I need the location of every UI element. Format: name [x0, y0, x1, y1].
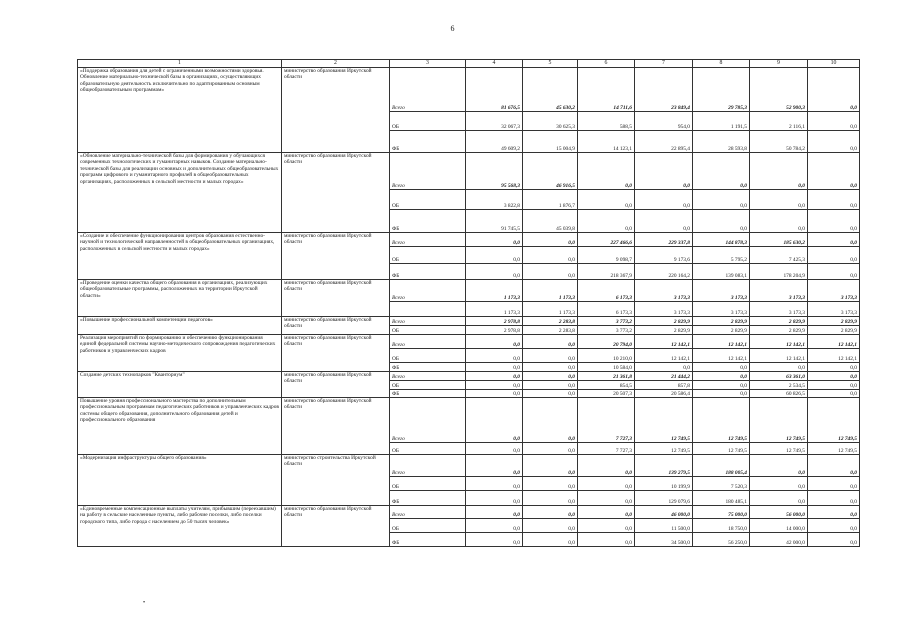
amount-cell: 0,0: [750, 491, 808, 506]
amount-cell: 0,0: [466, 398, 523, 443]
amount-cell: 0,0: [523, 349, 578, 363]
amount-cell: 1 173,3: [523, 280, 578, 302]
column-number-cell: 8: [693, 60, 750, 68]
column-number-cell: 2: [282, 60, 390, 68]
amount-cell: 2 829,9: [808, 326, 860, 335]
amount-cell: 14 000,0: [750, 519, 808, 533]
table-row-total: [78, 335, 860, 349]
amount-cell: 0,0: [808, 131, 860, 153]
amount-cell: 12 749,5: [750, 443, 808, 455]
amount-cell: 0,0: [693, 372, 750, 381]
footer-mark: •: [143, 600, 146, 606]
amount-cell: 2 978,8: [466, 317, 523, 326]
table-row-total: [78, 372, 860, 381]
amount-cell: 56 000,0: [750, 506, 808, 519]
executor-cell: министерство образования Иркутской области: [282, 506, 390, 547]
amount-cell: 56 250,0: [693, 533, 750, 547]
measure-name-cell: Реализация мероприятий по формированию и обеспечению функционирования единой федеральной системы научно-методического сопровождения педагогических работников и управленческих кадров: [78, 335, 282, 372]
funding-source-cell: ОБ: [390, 112, 466, 131]
amount-cell: 0,0: [808, 381, 860, 390]
amount-cell: 0,0: [523, 381, 578, 390]
amount-cell: 0,0: [808, 390, 860, 398]
table-row-total: [78, 280, 860, 302]
amount-cell: 21 361,8: [578, 372, 635, 381]
amount-cell: 0,0: [808, 112, 860, 131]
funding-source-cell: ФБ: [390, 363, 466, 372]
amount-cell: 0,0: [635, 210, 693, 233]
funding-source-cell: Всего: [390, 335, 466, 349]
amount-cell: 0,0: [523, 477, 578, 491]
funding-source-cell: Всего: [390, 68, 466, 112]
amount-cell: 1 173,3: [523, 302, 578, 317]
funding-source-cell: ОБ: [390, 477, 466, 491]
funding-source-cell: ОБ: [390, 349, 466, 363]
amount-cell: 0,0: [808, 68, 860, 112]
measure-name-cell: «Модернизация инфраструктуры общего образования»: [78, 455, 282, 506]
amount-cell: 10 199,9: [635, 477, 693, 491]
amount-cell: 2 534,5: [750, 381, 808, 390]
amount-cell: 12 142,1: [635, 349, 693, 363]
amount-cell: 188 005,4: [693, 455, 750, 477]
measure-name-cell: «Повышение профессиональной компетенции педагогов»: [78, 317, 282, 335]
amount-cell: 52 900,3: [750, 68, 808, 112]
column-number-cell: 7: [635, 60, 693, 68]
amount-cell: 3 773,2: [578, 317, 635, 326]
amount-cell: 0,0: [523, 443, 578, 455]
amount-cell: 7 425,3: [750, 247, 808, 264]
amount-cell: 0,0: [808, 372, 860, 381]
amount-cell: 3 173,3: [635, 280, 693, 302]
funding-source-cell: ФБ: [390, 131, 466, 153]
amount-cell: 3 822,8: [466, 190, 523, 210]
amount-cell: 0,0: [750, 477, 808, 491]
amount-cell: 12 749,5: [635, 398, 693, 443]
amount-cell: 0,0: [466, 363, 523, 372]
amount-cell: 1 173,3: [466, 302, 523, 317]
amount-cell: 2 829,9: [750, 317, 808, 326]
executor-cell: министерство образования Иркутской области: [282, 233, 390, 280]
funding-source-cell: [390, 302, 466, 317]
amount-cell: 45 630,2: [523, 68, 578, 112]
amount-cell: 0,0: [523, 455, 578, 477]
amount-cell: 0,0: [523, 390, 578, 398]
amount-cell: 0,0: [693, 210, 750, 233]
executor-cell: министерство образования Иркутской области: [282, 153, 390, 233]
amount-cell: 2 829,9: [635, 326, 693, 335]
amount-cell: 139 083,1: [693, 264, 750, 280]
amount-cell: 7 727,3: [578, 398, 635, 443]
amount-cell: 0,0: [523, 363, 578, 372]
executor-cell: министерство образования Иркутской области: [282, 398, 390, 455]
amount-cell: 20 794,0: [578, 335, 635, 349]
amount-cell: 0,0: [466, 349, 523, 363]
amount-cell: 0,0: [750, 190, 808, 210]
amount-cell: 0,0: [466, 506, 523, 519]
funding-source-cell: Всего: [390, 372, 466, 381]
amount-cell: 9 098,7: [578, 247, 635, 264]
amount-cell: 3 173,3: [693, 280, 750, 302]
amount-cell: 1 876,7: [523, 190, 578, 210]
amount-cell: 0,0: [693, 363, 750, 372]
measure-name-cell: Создание детских технопарков "Кванториум": [78, 372, 282, 398]
amount-cell: 0,0: [466, 455, 523, 477]
amount-cell: 2 829,9: [693, 326, 750, 335]
executor-cell: министерство образования Иркутской области: [282, 317, 390, 335]
amount-cell: 180 485,1: [693, 491, 750, 506]
amount-cell: 0,0: [466, 264, 523, 280]
amount-cell: 220 164,2: [635, 264, 693, 280]
amount-cell: 0,0: [523, 533, 578, 547]
amount-cell: 12 142,1: [693, 335, 750, 349]
table-row-total: [78, 506, 860, 519]
column-number-cell: 5: [523, 60, 578, 68]
amount-cell: 9 173,6: [635, 247, 693, 264]
executor-cell: министерство строительства Иркутской области: [282, 455, 390, 506]
amount-cell: 20 586,4: [635, 390, 693, 398]
amount-cell: 12 142,1: [693, 349, 750, 363]
measure-name-cell: «Проведение оценки качества общего образования в организациях, реализующих общеобразовательные программы, расположенных на территории Иркутской области»: [78, 280, 282, 317]
measure-name-cell: «Единовременные компенсационные выплаты учителям, прибывшим (переехавшим) на работу в сельские населенные пункты, либо рабочие поселки, либо поселки городского типа, либо города с населением до 50 тысяч человек»: [78, 506, 282, 547]
amount-cell: 0,0: [578, 153, 635, 190]
amount-cell: 229 337,8: [635, 233, 693, 247]
amount-cell: 12 142,1: [808, 335, 860, 349]
funding-source-cell: ОБ: [390, 190, 466, 210]
amount-cell: 0,0: [578, 477, 635, 491]
amount-cell: 30 625,3: [523, 112, 578, 131]
amount-cell: 588,5: [578, 112, 635, 131]
amount-cell: 0,0: [523, 506, 578, 519]
amount-cell: 129 079,6: [635, 491, 693, 506]
amount-cell: 178 204,9: [750, 264, 808, 280]
column-number-cell: 9: [750, 60, 808, 68]
amount-cell: 42 000,0: [750, 533, 808, 547]
amount-cell: 0,0: [635, 363, 693, 372]
funding-source-cell: ОБ: [390, 247, 466, 264]
amount-cell: 81 676,5: [466, 68, 523, 112]
amount-cell: 1 191,5: [693, 112, 750, 131]
amount-cell: 3 173,3: [750, 302, 808, 317]
amount-cell: 0,0: [693, 153, 750, 190]
amount-cell: 12 749,5: [750, 398, 808, 443]
amount-cell: 0,0: [466, 390, 523, 398]
funding-source-cell: Всего: [390, 506, 466, 519]
amount-cell: 0,0: [523, 335, 578, 349]
amount-cell: 0,0: [578, 519, 635, 533]
amount-cell: 0,0: [466, 372, 523, 381]
amount-cell: 3 173,3: [808, 302, 860, 317]
amount-cell: 12 142,1: [635, 335, 693, 349]
column-number-header: [78, 60, 860, 68]
amount-cell: 10 584,0: [578, 363, 635, 372]
amount-cell: 3 173,3: [808, 280, 860, 302]
amount-cell: 0,0: [578, 210, 635, 233]
funding-source-cell: ОБ: [390, 443, 466, 455]
funding-source-cell: Всего: [390, 280, 466, 302]
funding-source-cell: ОБ: [390, 381, 466, 390]
amount-cell: 12 142,1: [750, 335, 808, 349]
amount-cell: 12 749,5: [635, 443, 693, 455]
amount-cell: 0,0: [808, 491, 860, 506]
amount-cell: 34 500,0: [635, 533, 693, 547]
amount-cell: 0,0: [808, 210, 860, 233]
executor-cell: министерство образования Иркутской области: [282, 280, 390, 317]
amount-cell: 0,0: [808, 477, 860, 491]
table-row-total: [78, 153, 860, 190]
measure-name-cell: «Создание и обеспечение функционирования центров образования естественно-научной и технологической направленностей в общеобразовательных организациях, расположенных в сельской местности и малых городах»: [78, 233, 282, 280]
amount-cell: 2 829,9: [750, 326, 808, 335]
amount-cell: 0,0: [808, 190, 860, 210]
amount-cell: 0,0: [635, 153, 693, 190]
amount-cell: 46 000,0: [635, 506, 693, 519]
amount-cell: 0,0: [523, 233, 578, 247]
amount-cell: 0,0: [523, 398, 578, 443]
amount-cell: 0,0: [466, 247, 523, 264]
amount-cell: 32 067,3: [466, 112, 523, 131]
amount-cell: 2 829,9: [808, 317, 860, 326]
amount-cell: 12 749,5: [693, 398, 750, 443]
amount-cell: 0,0: [523, 247, 578, 264]
amount-cell: 20 507,3: [578, 390, 635, 398]
amount-cell: 0,0: [750, 363, 808, 372]
column-number-cell: 10: [808, 60, 860, 68]
amount-cell: 0,0: [750, 210, 808, 233]
amount-cell: 0,0: [578, 506, 635, 519]
amount-cell: 10 210,0: [578, 349, 635, 363]
page-number: 6: [450, 24, 455, 33]
amount-cell: 0,0: [466, 381, 523, 390]
amount-cell: 0,0: [466, 519, 523, 533]
amount-cell: 0,0: [523, 372, 578, 381]
amount-cell: 0,0: [808, 455, 860, 477]
amount-cell: 857,8: [635, 381, 693, 390]
table-row-total: [78, 68, 860, 112]
amount-cell: 28 593,8: [693, 131, 750, 153]
amount-cell: 0,0: [750, 455, 808, 477]
amount-cell: 14 711,6: [578, 68, 635, 112]
amount-cell: 0,0: [808, 533, 860, 547]
table-row-total: [78, 233, 860, 247]
amount-cell: 0,0: [466, 533, 523, 547]
amount-cell: 0,0: [635, 190, 693, 210]
amount-cell: 63 361,0: [750, 372, 808, 381]
column-number-cell: 1: [78, 60, 282, 68]
amount-cell: 2 978,8: [466, 326, 523, 335]
amount-cell: 95 568,3: [466, 153, 523, 190]
amount-cell: 6 173,3: [578, 302, 635, 317]
amount-cell: 18 750,0: [693, 519, 750, 533]
amount-cell: 14 123,1: [578, 131, 635, 153]
measure-name-cell: «Поддержка образования для детей с ограниченными возможностями здоровья. Обновление материально-технической базы в организациях, осуществляющих образовательную деятельность исключительно по адаптированным основным общеобразовательным программам»: [78, 68, 282, 153]
amount-cell: 3 173,3: [693, 302, 750, 317]
amount-cell: 50 784,2: [750, 131, 808, 153]
amount-cell: 0,0: [466, 443, 523, 455]
funding-source-cell: ОБ: [390, 326, 466, 335]
amount-cell: 12 142,1: [750, 349, 808, 363]
amount-cell: 0,0: [808, 247, 860, 264]
amount-cell: 12 749,5: [808, 398, 860, 443]
amount-cell: 0,0: [808, 519, 860, 533]
amount-cell: 0,0: [578, 491, 635, 506]
funding-source-cell: ФБ: [390, 533, 466, 547]
executor-cell: министерство образования Иркутской области: [282, 335, 390, 372]
amount-cell: 6 173,3: [578, 280, 635, 302]
budget-table: [77, 59, 860, 547]
funding-source-cell: ОБ: [390, 519, 466, 533]
amount-cell: 15 004,9: [523, 131, 578, 153]
amount-cell: 5 795,2: [693, 247, 750, 264]
amount-cell: 23 849,4: [635, 68, 693, 112]
table-row-total: [78, 398, 860, 443]
amount-cell: 12 142,1: [808, 349, 860, 363]
amount-cell: 0,0: [693, 190, 750, 210]
funding-source-cell: Всего: [390, 398, 466, 443]
amount-cell: 0,0: [578, 455, 635, 477]
amount-cell: 0,0: [578, 190, 635, 210]
table-row-total: [78, 455, 860, 477]
amount-cell: 46 916,5: [523, 153, 578, 190]
amount-cell: 21 444,2: [635, 372, 693, 381]
funding-source-cell: ФБ: [390, 210, 466, 233]
amount-cell: 22 895,4: [635, 131, 693, 153]
amount-cell: 45 039,8: [523, 210, 578, 233]
amount-cell: 7 727,3: [578, 443, 635, 455]
funding-source-cell: Всего: [390, 233, 466, 247]
amount-cell: 0,0: [693, 390, 750, 398]
amount-cell: 0,0: [750, 153, 808, 190]
amount-cell: 0,0: [466, 335, 523, 349]
amount-cell: 12 749,5: [693, 443, 750, 455]
amount-cell: 1 173,3: [466, 280, 523, 302]
amount-cell: 0,0: [523, 264, 578, 280]
amount-cell: 75 000,0: [693, 506, 750, 519]
funding-source-cell: ФБ: [390, 491, 466, 506]
measure-name-cell: Повышение уровня профессионального мастерства по дополнительным профессиональным программам педагогических работников и управленческих кадров системы общего образования, дополнительного образования детей и профессионального образования: [78, 398, 282, 455]
measure-name-cell: «Обновление материально-технической базы для формирования у обучающихся современных технологических и гуманитарных навыков. Создание материально-технической базы для реализации основных и дополнительных общеобразовательных программ цифрового и гуманитарного профилей в общеобразовательных организациях, расположенных в сельской местности и малых городах»: [78, 153, 282, 233]
funding-source-cell: ФБ: [390, 390, 466, 398]
amount-cell: 854,5: [578, 381, 635, 390]
column-number-cell: 6: [578, 60, 635, 68]
amount-cell: 954,0: [635, 112, 693, 131]
executor-cell: министерство образования Иркутской области: [282, 372, 390, 398]
amount-cell: 60 826,5: [750, 390, 808, 398]
amount-cell: 139 279,5: [635, 455, 693, 477]
funding-source-cell: Всего: [390, 455, 466, 477]
funding-source-cell: Всего: [390, 317, 466, 326]
amount-cell: 0,0: [808, 153, 860, 190]
amount-cell: 29 785,3: [693, 68, 750, 112]
amount-cell: 11 500,0: [635, 519, 693, 533]
amount-cell: 0,0: [466, 477, 523, 491]
funding-source-cell: ФБ: [390, 264, 466, 280]
amount-cell: 2 283,8: [523, 317, 578, 326]
amount-cell: 0,0: [693, 381, 750, 390]
amount-cell: 2 283,8: [523, 326, 578, 335]
amount-cell: 3 773,2: [578, 326, 635, 335]
amount-cell: 0,0: [808, 264, 860, 280]
amount-cell: 218 367,9: [578, 264, 635, 280]
amount-cell: 2 829,9: [635, 317, 693, 326]
amount-cell: 3 173,3: [635, 302, 693, 317]
amount-cell: 0,0: [578, 533, 635, 547]
amount-cell: 144 878,3: [693, 233, 750, 247]
executor-cell: министерство образования Иркутской области: [282, 68, 390, 153]
amount-cell: 2 829,9: [693, 317, 750, 326]
amount-cell: 0,0: [466, 491, 523, 506]
column-number-cell: 4: [466, 60, 523, 68]
amount-cell: 0,0: [523, 491, 578, 506]
amount-cell: 185 630,2: [750, 233, 808, 247]
amount-cell: 0,0: [466, 233, 523, 247]
amount-cell: 0,0: [808, 363, 860, 372]
table-row-total: [78, 317, 860, 326]
amount-cell: 0,0: [523, 519, 578, 533]
amount-cell: 0,0: [808, 506, 860, 519]
funding-source-cell: Всего: [390, 153, 466, 190]
column-number-cell: 3: [390, 60, 466, 68]
amount-cell: 12 749,5: [808, 443, 860, 455]
amount-cell: 3 173,3: [750, 280, 808, 302]
amount-cell: 0,0: [808, 233, 860, 247]
amount-cell: 7 520,3: [693, 477, 750, 491]
amount-cell: 2 116,1: [750, 112, 808, 131]
amount-cell: 91 745,5: [466, 210, 523, 233]
amount-cell: 227 466,6: [578, 233, 635, 247]
amount-cell: 49 609,2: [466, 131, 523, 153]
